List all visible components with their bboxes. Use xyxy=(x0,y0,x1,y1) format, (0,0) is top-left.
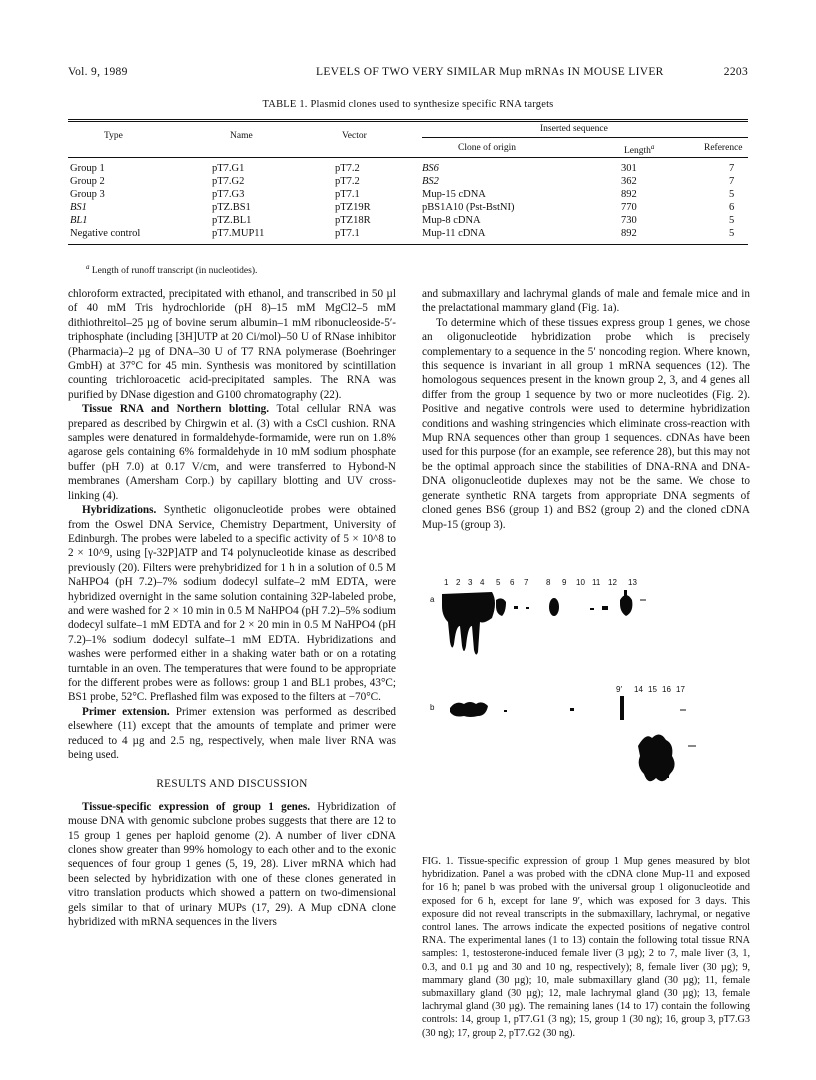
svg-text:3: 3 xyxy=(468,578,473,587)
col-header-type: Type xyxy=(104,131,123,141)
table-top-rule-2 xyxy=(68,121,748,122)
svg-text:7: 7 xyxy=(524,578,529,587)
paragraph-tissue-rna: Tissue RNA and Northern blotting. Total cellular RNA was prepared as described by Chirgwin et al. (3) with a CsCl cushion. RNA samples were denatured in formaldehyde-formamide, were run on 1.8% agarose gels containing 6% formaldehyde in 10 mM sodium phosphate buffer (pH 7.0) at 0.17 V/cm, and were transferred to Hybond-N membranes (Amersham Corp.) by capillary blotting and UV cross-linking (4). xyxy=(68,403,396,502)
section-heading-results: RESULTS AND DISCUSSION xyxy=(156,778,308,791)
col-header-name: Name xyxy=(230,131,253,141)
figure-caption-label: FIG. 1. xyxy=(422,856,454,867)
svg-text:9′: 9′ xyxy=(616,685,622,694)
northern-blot-figure xyxy=(420,560,760,818)
arrow-markers xyxy=(680,710,696,746)
table-footnote: $^a$ Length of runoff transcript (in nucleotides). xyxy=(86,263,258,277)
paragraph-primer-extension: Primer extension. Primer extension was performed as described elsewhere (11) except that the amounts of template and primer were reduced to 4 µg and 2.5 ng, respectively, when male liver RNA was being used. xyxy=(68,705,396,761)
svg-text:12: 12 xyxy=(608,578,617,587)
paragraph-tissue-specific: Tissue-specific expression of group 1 genes. Hybridization of mouse DNA with genomic subclone probes suggests that there are 12 to 15 group 1 genes per haploid genome (2). A number of liver cDNA clones show greater than 99% homology to each other and to the exonic sequences of four group 1 genes (5, 19, 28). Liver mRNA which had been selected by hybridization with one of these clones generated in vitro translation products which showed a pattern on two-dimensional gels similar to that of urinary MUPs (17, 29). A Mup cDNA clone hybridized with mRNA sequences in the livers xyxy=(68,800,397,929)
col-header-clone: Clone of origin xyxy=(458,143,517,153)
paragraph-hybridizations: Hybridizations. Synthetic oligonucleotide probes were obtained from the Oswel DNA Service, Chemistry Department, University of Edinburgh. The probes were labeled to a specific activity of 5 × 10^8 to 2 × 10^9, using [γ-32P]ATP and T4 polynucleotide kinase as described previously (20). Filters were prehybridized for 1 h in a solution of 0.5 M NaHPO4 (pH 7.2)–7% sodium dodecyl sulfate–2 mM EDTA, were hybridized overnight in the same solution containing 32P-labeled probe, and were washed for 2 × 10 min in 0.5 M NaHPO4 (pH 7.2)–5% sodium dodecyl sulfate–1 mM EDTA and for 2 × 20 min in 0.5 M NaHPO4 (pH 7.2)–1% sodium dodecyl sulfate–1 mM EDTA. Hybridizations and washes were performed either in a shaking water bath or on a rotating turntable in an oven. The temperatures that were found to be appropriate for the different probes were as follows: group 1 and BL1 probes, 43°C; BS1 probe, 52°C. Preflashed film was exposed to the filters at −70°C. xyxy=(68,504,396,704)
svg-text:5: 5 xyxy=(496,578,501,587)
left-column xyxy=(68,287,396,929)
table-header-rule xyxy=(68,157,748,158)
table-caption: TABLE 1. Plasmid clones used to synthesize specific RNA targets xyxy=(262,99,554,110)
panel-a-label: a xyxy=(430,595,435,604)
col-header-inserted: Inserted sequence xyxy=(540,124,608,134)
table-bottom-rule xyxy=(68,244,748,245)
page-number: 2203 xyxy=(723,66,748,78)
panel-b-label: b xyxy=(430,703,435,712)
svg-text:14: 14 xyxy=(634,685,643,694)
svg-text:13: 13 xyxy=(628,578,637,587)
lane-labels-a xyxy=(444,578,637,587)
svg-text:17: 17 xyxy=(676,685,685,694)
svg-text:10: 10 xyxy=(576,578,585,587)
paragraph-probe-design: To determine which of these tissues express group 1 genes, we chose an oligonucleotide hybridization probe which is precisely complementary to a sequence in the 5′ noncoding region. Where known, this sequence is invariant in all group 1 mRNA sequences (12). The homologous sequences present in the known group 2, 3, and 4 genes all differ from the group 1 sequence by two or more nucleotides (Fig. 2). Positive and negative controls were used to determine hybridization conditions and washing stringencies which eliminate cross-reaction with Mup RNA sequences other than group 1 sequences. cDNAs have been used for this purpose (for an example, see reference 28), but this may not be the optimal approach since the stabilities of DNA-RNA and DNA-DNA oligonucleotide duplexes may not be the same. We chose to generate synthetic RNA targets from appropriate DNA segments of cloned genes BS6 (group 1) and BS2 (group 2) and the cloned cDNA Mup-15 (group 3). xyxy=(422,316,750,531)
svg-text:1: 1 xyxy=(444,578,449,587)
paragraph-methods-intro: chloroform extracted, precipitated with ethanol, and transcribed in 50 µl of 40 mM Tris hydrochloride (pH 8)–15 mM MgCl2–5 mM dithiothreitol–25 µg of bovine serum albumin–1 mM ribonucleoside-5′-triphosphate (including [3H]UTP at 20 Ci/mol)–50 U of RNase inhibitor (Pharmacia)–2 µg of DNA–30 U of T7 RNA polymerase (Boehringer GmbH) at 37°C for 45 min. Synthesis was monitored by scintillation counting trichloroacetic acid-precipitated samples. The RNA was purified by DNase digestion and G100 chromatography (22). xyxy=(68,288,396,401)
svg-text:8: 8 xyxy=(546,578,551,587)
svg-text:6: 6 xyxy=(510,578,515,587)
svg-text:15: 15 xyxy=(648,685,657,694)
col-header-vector: Vector xyxy=(342,131,367,141)
running-title: LEVELS OF TWO VERY SIMILAR Mup mRNAs IN MOUSE LIVER xyxy=(316,66,664,78)
journal-volume: Vol. 9, 1989 xyxy=(68,66,128,78)
panel-b-bands xyxy=(450,696,675,781)
panel-a-bands xyxy=(442,590,646,655)
col-header-reference: Reference xyxy=(704,143,743,153)
svg-text:9: 9 xyxy=(562,578,567,587)
table-top-rule xyxy=(68,119,748,120)
figure-caption: FIG. 1. Tissue-specific expression of group 1 Mup genes measured by blot hybridization. Panel a was probed with the cDNA clone Mup-11 and exposed for 16 h; panel b was probed with the universal group 1 oligonucleotide and exposed for 6 h, except for lane 9′, which was exposed for 3 days. This exposure did not reveal transcripts in the submaxillary, lachrymal, or negative control lanes. The arrows indicate the expected positions of negative control RNA. The experimental lanes (1 to 13) contain the following total tissue RNA samples: 1, testosterone-induced female liver (3 µg); 2 to 7, male liver (3, 1, 0.3, and 0.1 µg and 30 and 10 ng, respectively); 8, female liver (30 µg); 9, mammary gland (30 µg); 10, male submaxillary gland (30 µg); 11, female submaxillary gland (30 µg); 12, male lachrymal gland (30 µg); 13, female lachrymal gland (30 µg). The remaining lanes (14 to 17) contain the following controls: 14, group 1, pT7.G1 (3 ng); 15, group 1 (30 ng); 16, group 3, pT7.G3 (30 ng); 17, group 2, pT7.G2 (30 ng). xyxy=(422,856,750,1039)
paragraph-continued: and submaxillary and lachrymal glands of male and female mice and in the prelactational mammary gland (Fig. 1a). xyxy=(422,288,750,315)
inserted-rule xyxy=(422,137,748,138)
col-header-length: Length$^a$ xyxy=(624,143,655,157)
svg-text:4: 4 xyxy=(480,578,485,587)
svg-text:16: 16 xyxy=(662,685,671,694)
svg-text:11: 11 xyxy=(592,578,601,587)
svg-text:2: 2 xyxy=(456,578,461,587)
right-column xyxy=(422,287,750,532)
lane-labels-b xyxy=(616,685,685,694)
